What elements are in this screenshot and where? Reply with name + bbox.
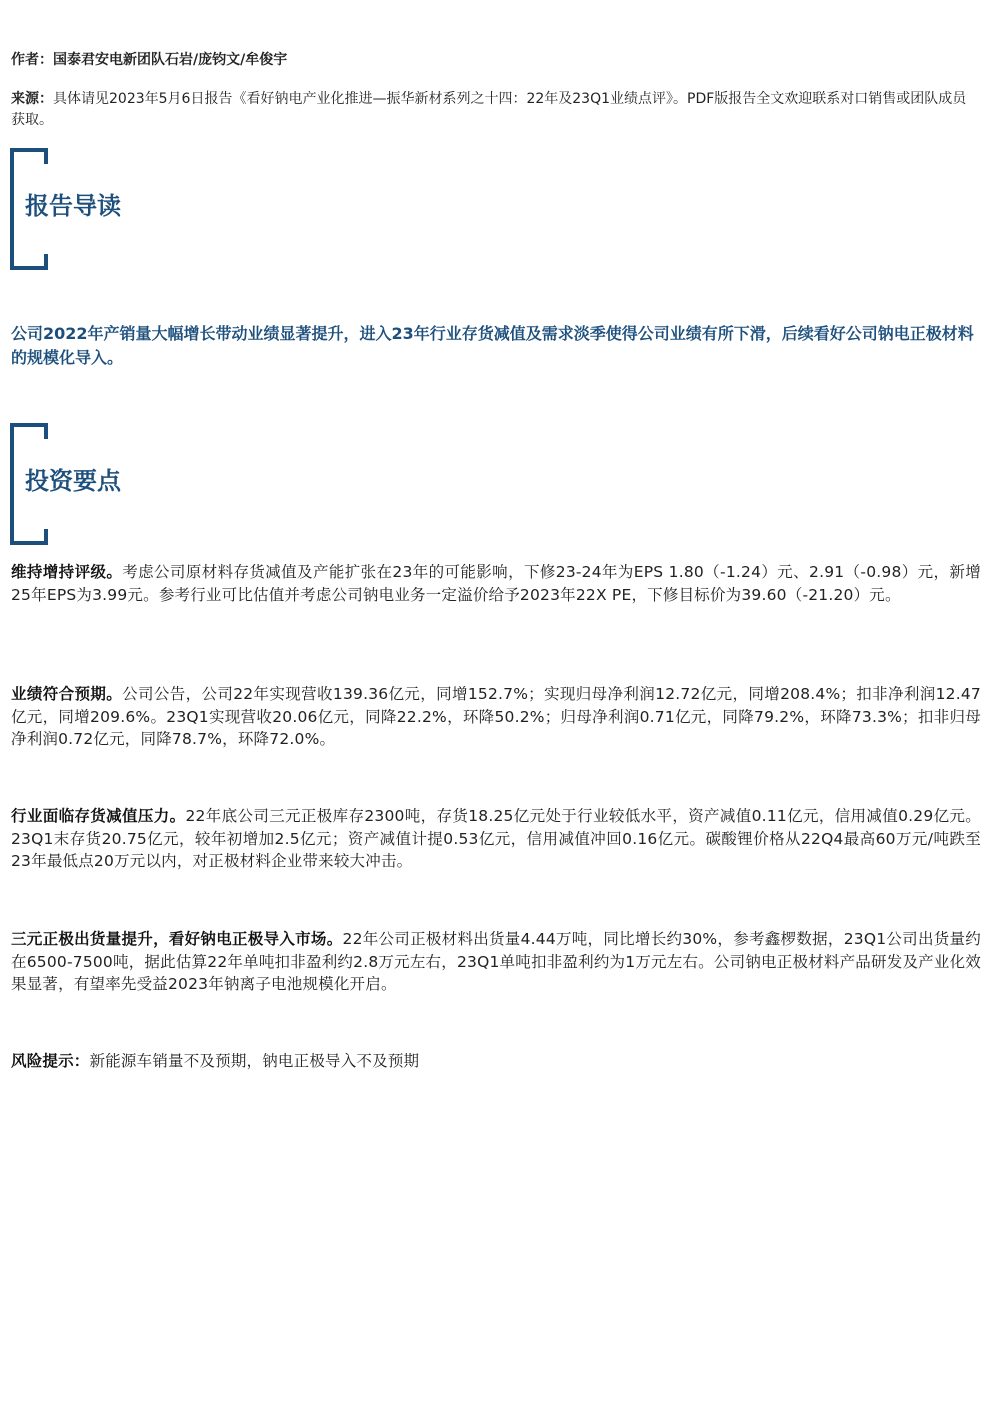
point-risk [11, 1050, 981, 1073]
source-label: 来源： [11, 91, 53, 107]
section-heading-points [10, 423, 130, 545]
source-line [11, 89, 979, 131]
point-text: 新能源车销量不及预期，钠电正极导入不及预期 [89, 1052, 420, 1070]
point-lead: 业绩符合预期。 [11, 685, 123, 703]
section-title-guide: 报告导读 [25, 192, 121, 220]
section-heading-guide [10, 148, 130, 270]
guide-summary: 公司2022年产销量大幅增长带动业绩显著提升，进入23年行业存货减值及需求淡季使得公司业绩有所下滑，后续看好公司钠电正极材料的规模化导入。 [11, 324, 974, 367]
bracket-tick-bottom [44, 529, 48, 545]
source-text: 具体请见2023年5月6日报告《看好钠电产业化推进—振华新材系列之十四：22年及23Q1业绩点评》。PDF版报告全文欢迎联系对口销售或团队成员获取。 [11, 91, 967, 128]
point-text: 22年底公司三元正极库存2300吨，存货18.25亿元处于行业较低水平，资产减值0.11亿元，信用减值0.29亿元。23Q1末存货20.75亿元，较年初增加2.5亿元；资产减值计提0.53亿元，信用减值冲回0.16亿元。碳酸锂价格从22Q4最高60万元/吨跌至23年最低点20万元以内，对正极材料企业带来较大冲击。 [11, 807, 982, 870]
bracket-tick-bottom [44, 254, 48, 270]
point-lead: 风险提示： [11, 1052, 90, 1070]
point-text: 22年公司正极材料出货量4.44万吨，同比增长约30%，参考鑫椤数据，23Q1公司出货量约在6500-7500吨，据此估算22年单吨扣非盈利约2.8万元左右，23Q1单吨扣非盈利约为1万元左右。公司钠电正极材料产品研发及产业化效果显著，有望率先受益2023年钠离子电池规模化开启。 [11, 930, 981, 993]
point-text: 公司公告，公司22年实现营收139.36亿元，同增152.7%；实现归母净利润12.72亿元，同增208.4%；扣非净利润12.47亿元，同增209.6%。23Q1实现营收20.06亿元，同降22.2%，环降50.2%；归母净利润0.71亿元，同降79.2%，环降73.3%；扣非归母净利润0.72亿元，同降78.7%，环降72.0%。 [11, 685, 981, 748]
point-text: 考虑公司原材料存货减值及产能扩张在23年的可能影响，下修23-24年为EPS 1.80（-1.24）元、2.91（-0.98）元，新增25年EPS为3.99元。参考行业可比估值并考虑公司钠电业务一定溢价给予2023年22X PE，下修目标价为39.60（-21.20）元。 [11, 563, 981, 604]
point-lead: 三元正极出货量提升，看好钠电正极导入市场。 [11, 930, 343, 948]
point-performance [11, 683, 981, 751]
bracket-tick-top [44, 148, 48, 164]
point-shipment [11, 928, 981, 996]
section-title-points: 投资要点 [25, 467, 121, 495]
point-rating [11, 561, 981, 606]
author-line: 作者：国泰君安电新团队石岩/庞钧文/牟俊宇 [11, 52, 288, 68]
point-inventory [11, 805, 981, 873]
bracket-tick-top [44, 423, 48, 439]
point-lead: 维持增持评级。 [11, 563, 123, 581]
point-lead: 行业面临存货减值压力。 [11, 807, 186, 825]
